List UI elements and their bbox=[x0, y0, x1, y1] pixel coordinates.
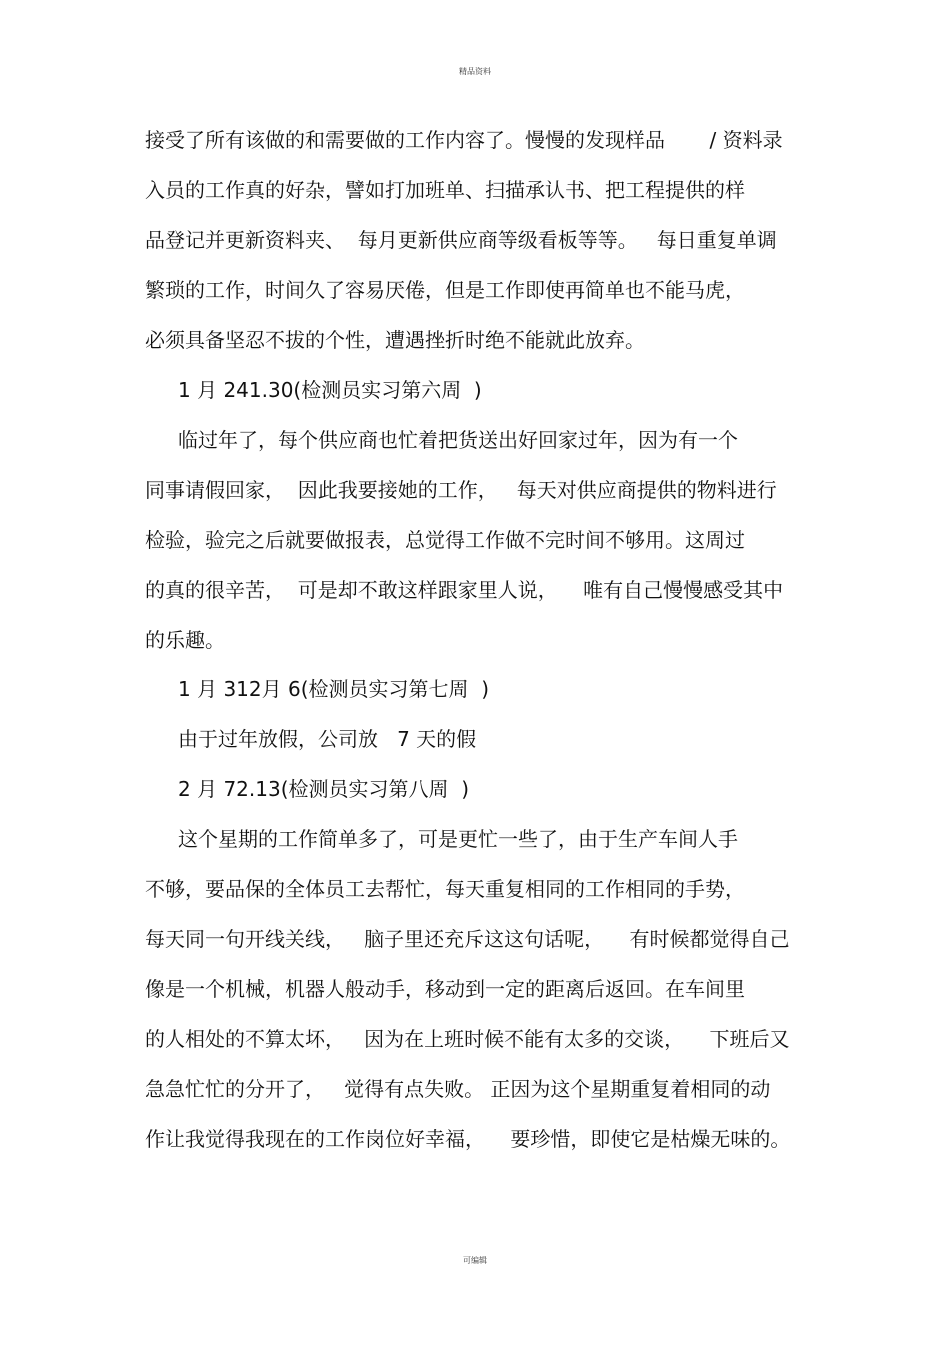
body-line-9: 检验，验完之后就要做报表，总觉得工作做不完时间不够用。这周过 bbox=[145, 528, 745, 552]
body-line-15: 这个星期的工作简单多了，可是更忙一些了，由于生产车间人手 bbox=[178, 827, 738, 851]
body-line-1: 接受了所有该做的和需要做的工作内容了。慢慢的发现样品 / 资料录 bbox=[145, 128, 783, 152]
week-heading-6: 1 月 241.30(检测员实习第六周 ) bbox=[178, 378, 482, 402]
body-line-13: 由于过年放假，公司放 7 天的假 bbox=[178, 727, 477, 751]
week-heading-8: 2 月 72.13(检测员实习第八周 ) bbox=[178, 777, 470, 801]
body-line-17: 每天同一句开线关线， 脑子里还充斥这这句话呢， 有时候都觉得自己 bbox=[145, 927, 790, 951]
page-footer: 可编辑 bbox=[463, 1256, 487, 1265]
body-line-3: 品登记并更新资料夹、 每月更新供应商等级看板等等。 每日重复单调 bbox=[145, 228, 777, 252]
body-line-4: 繁琐的工作，时间久了容易厌倦，但是工作即使再简单也不能马虎， bbox=[145, 278, 745, 302]
body-line-5: 必须具备坚忍不拔的个性，遭遇挫折时绝不能就此放弃。 bbox=[145, 328, 645, 352]
body-line-11: 的乐趣。 bbox=[145, 628, 225, 652]
body-line-20: 急急忙忙的分开了， 觉得有点失败。 正因为这个星期重复着相同的动 bbox=[145, 1077, 771, 1101]
body-line-10: 的真的很辛苦， 可是却不敢这样跟家里人说， 唯有自己慢慢感受其中 bbox=[145, 578, 784, 602]
body-line-8: 同事请假回家， 因此我要接她的工作， 每天对供应商提供的物料进行 bbox=[145, 478, 777, 502]
body-line-16: 不够，要品保的全体员工去帮忙，每天重复相同的工作相同的手势， bbox=[145, 877, 745, 901]
body-line-18: 像是一个机械，机器人般动手，移动到一定的距离后返回。在车间里 bbox=[145, 977, 745, 1001]
week-heading-7: 1 月 312月 6(检测员实习第七周 ) bbox=[178, 677, 490, 701]
body-line-21: 作让我觉得我现在的工作岗位好幸福， 要珍惜，即使它是枯燥无味的。 bbox=[145, 1127, 791, 1151]
page-header: 精品资料 bbox=[459, 67, 491, 76]
body-line-19: 的人相处的不算太坏， 因为在上班时候不能有太多的交谈， 下班后又 bbox=[145, 1027, 790, 1051]
body-line-7: 临过年了，每个供应商也忙着把货送出好回家过年，因为有一个 bbox=[178, 428, 738, 452]
body-line-2: 入员的工作真的好杂，譬如打加班单、扫描承认书、把工程提供的样 bbox=[145, 178, 745, 202]
